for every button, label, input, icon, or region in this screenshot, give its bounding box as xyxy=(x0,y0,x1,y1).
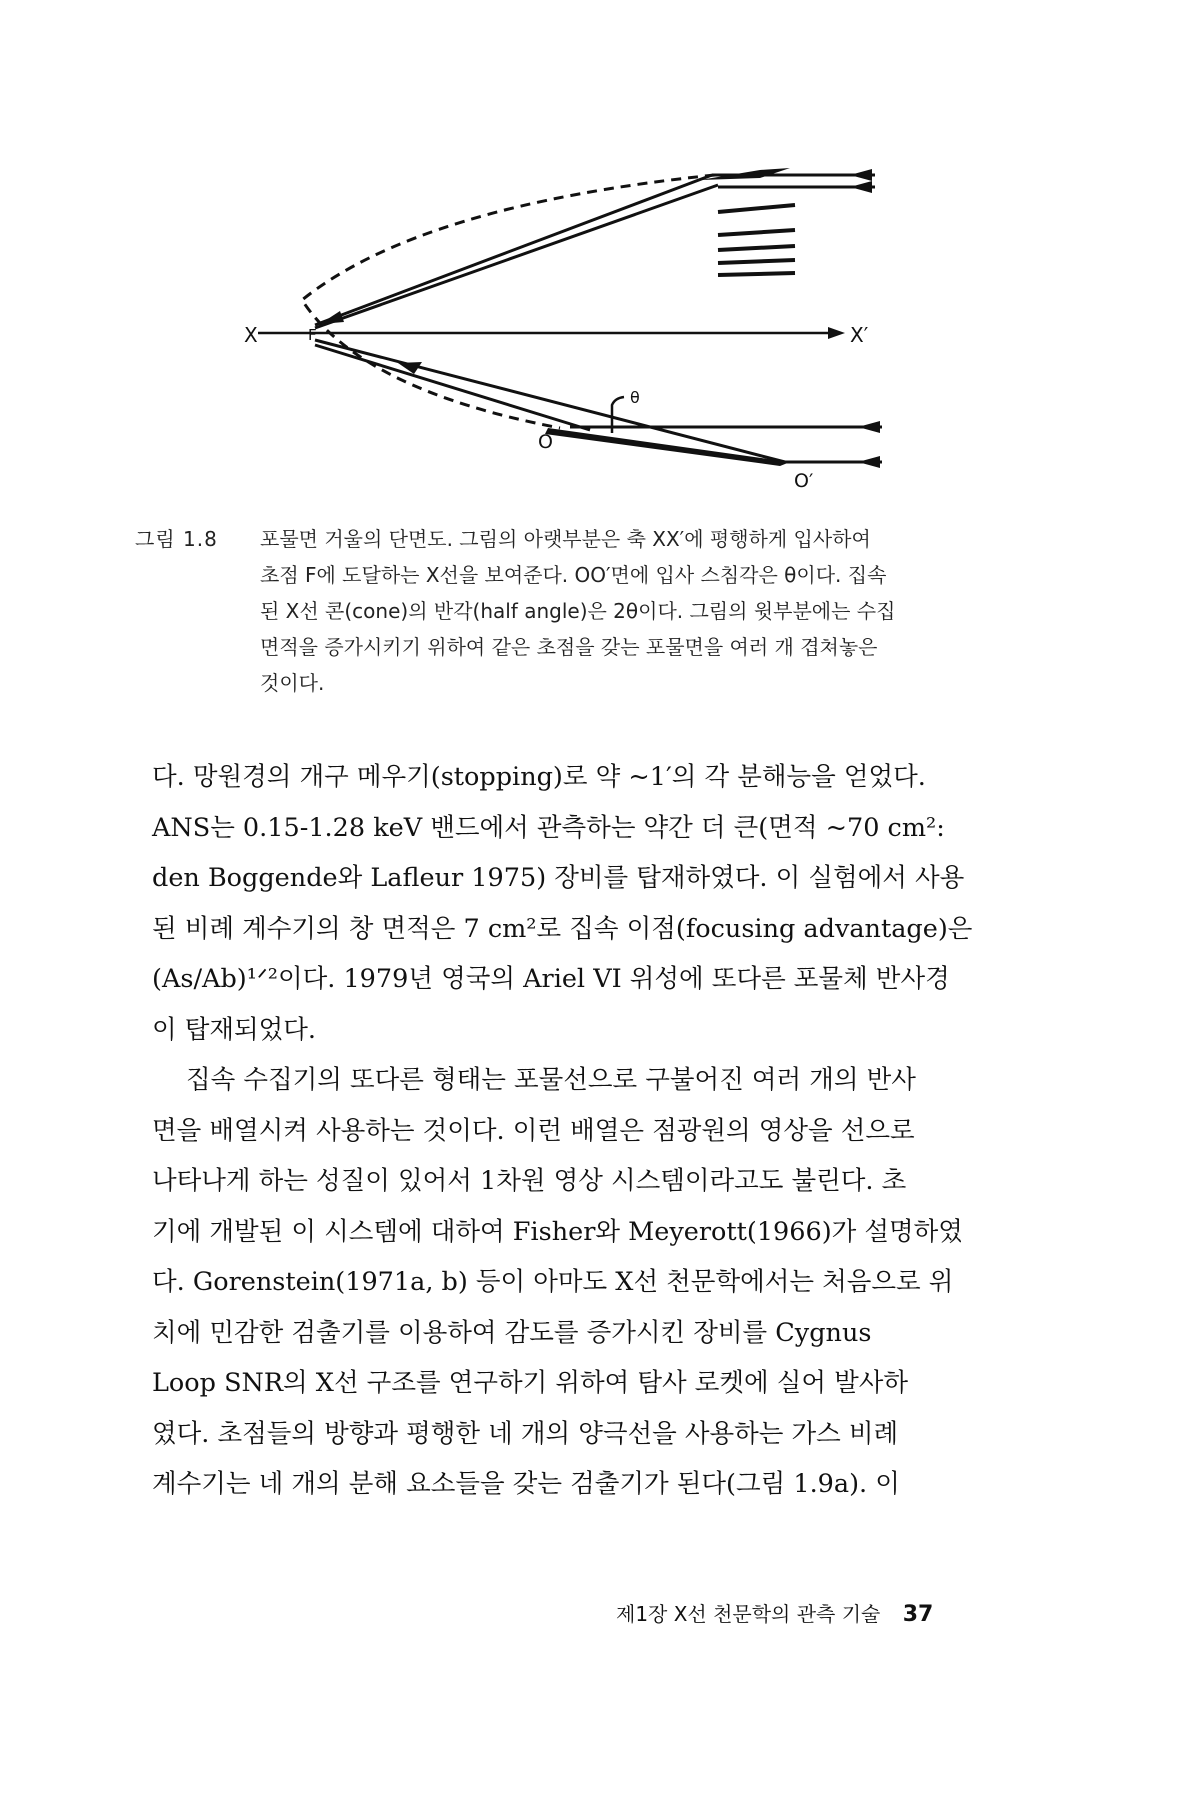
body-line: 계수기는 네 개의 분해 요소들을 갖는 검출기가 된다(그림 1.9a). 이 xyxy=(152,1469,900,1499)
label-focus: F xyxy=(308,326,317,344)
body-line: 나타나게 하는 성질이 있어서 1차원 영상 시스템이라고도 불린다. 초 xyxy=(152,1166,907,1196)
caption-line: 면적을 증가시키기 위하여 같은 초점을 갖는 포물면을 여러 개 겹쳐놓은 xyxy=(260,635,878,659)
parabolic-mirror-diagram xyxy=(0,0,1200,500)
figure-1-8 xyxy=(0,0,1200,500)
mirror-shell-3 xyxy=(718,246,795,250)
body-line: 다. Gorenstein(1971a, b) 등이 아마도 X선 천문학에서는 처음으로 위 xyxy=(152,1267,954,1297)
page-number: 37 xyxy=(902,1602,934,1627)
lower-mirror-surface xyxy=(545,428,790,466)
body-text xyxy=(152,752,1052,1510)
body-line: 된 비례 계수기의 창 면적은 7 cm²로 집속 이점(focusing advantage)은 xyxy=(152,913,973,944)
mirror-shell-5 xyxy=(718,273,795,275)
body-line: ANS는 0.15-1.28 keV 밴드에서 관측하는 약간 더 큰(면적 ~70 cm²: xyxy=(152,812,945,843)
caption-line: 포물면 거울의 단면도. 그림의 아랫부분은 축 XX′에 평행하게 입사하여 xyxy=(260,527,871,551)
body-line: 집속 수집기의 또다른 형태는 포물선으로 구불어진 여러 개의 반사 xyxy=(186,1065,916,1095)
upper-ray-2 xyxy=(315,185,718,328)
label-o-prime: O′ xyxy=(794,470,814,492)
caption-text xyxy=(260,521,1060,701)
axis-arrowhead xyxy=(828,327,845,339)
mirror-shell-4 xyxy=(718,260,795,263)
label-o: O xyxy=(538,431,553,453)
body-line: den Boggende와 Lafleur 1975) 장비를 탑재하였다. 이 실험에서 사용 xyxy=(152,863,965,893)
upper-incoming-arrowhead-2 xyxy=(850,181,872,193)
caption-line: 초점 F에 도달하는 X선을 보여준다. OO′면에 입사 스침각은 θ이다. 집속 xyxy=(260,563,887,587)
lower-incoming-arrowhead-1 xyxy=(858,421,880,433)
caption-line: 된 X선 콘(cone)의 반각(half angle)은 2θ이다. 그림의 윗부분에는 수집 xyxy=(260,599,896,623)
upper-incoming-arrowhead-1 xyxy=(850,169,872,181)
page-footer xyxy=(616,1598,933,1627)
mirror-shell-1 xyxy=(718,205,795,212)
caption-label: 그림 1.8 xyxy=(135,527,218,551)
lower-incoming-arrowhead-2 xyxy=(858,456,880,468)
upper-ray-arrowhead xyxy=(320,311,344,324)
caption-line: 것이다. xyxy=(260,671,325,695)
body-line: 이 탑재되었다. xyxy=(152,1014,317,1045)
body-line: 치에 민감한 검출기를 이용하여 감도를 증가시킨 장비를 Cygnus xyxy=(152,1317,872,1348)
body-line: Loop SNR의 X선 구조를 연구하기 위하여 탐사 로켓에 실어 발사하 xyxy=(152,1368,908,1398)
upper-ray-1 xyxy=(315,175,712,325)
label-theta: θ xyxy=(630,388,640,407)
chapter-title: 제1장 X선 천문학의 관측 기술 xyxy=(616,1602,881,1626)
body-line: 기에 개발된 이 시스템에 대하여 Fisher와 Meyerott(1966)가 설명하였 xyxy=(152,1216,963,1247)
body-line: 면을 배열시켜 사용하는 것이다. 이런 배열은 점광원의 영상을 선으로 xyxy=(152,1115,915,1146)
label-x: X xyxy=(244,323,258,347)
body-line: 였다. 초점들의 방향과 평행한 네 개의 양극선을 사용하는 가스 비례 xyxy=(152,1418,899,1449)
body-line: (As/Ab)¹ᐟ²이다. 1979년 영국의 Ariel VI 위성에 또다른 포물체 반사경 xyxy=(152,964,950,994)
lower-ray-2 xyxy=(315,345,590,430)
mirror-shell-2 xyxy=(718,230,795,235)
label-x-prime: X′ xyxy=(850,323,869,347)
body-line: 다. 망원경의 개구 메우기(stopping)로 약 ~1′의 각 분해능을 얻었다. xyxy=(152,762,926,792)
